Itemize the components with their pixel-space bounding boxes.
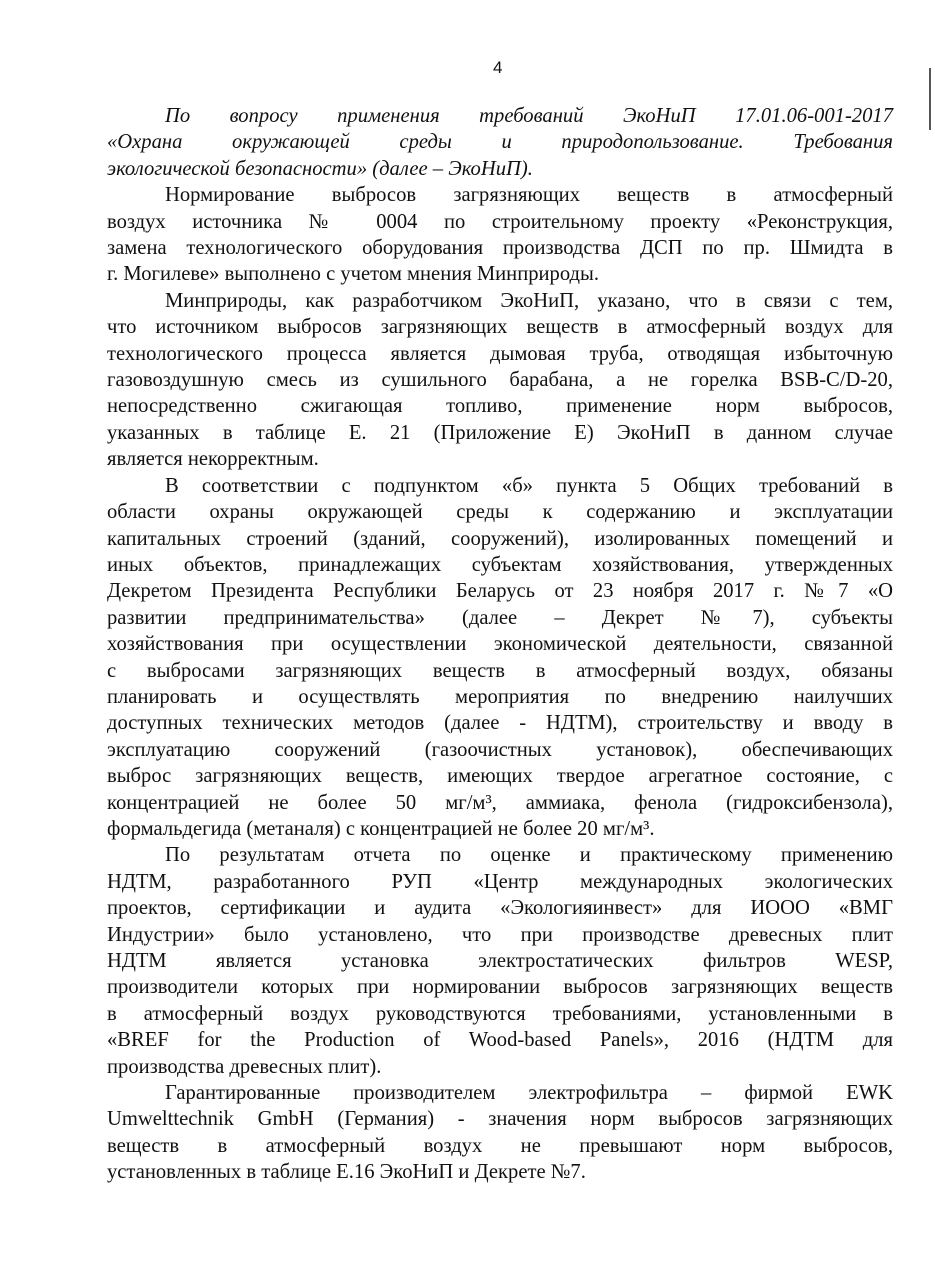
text-line: В соответствии с подпунктом «б» пункта 5 Общих требований в [165, 474, 893, 497]
page-number: 4 [493, 58, 503, 77]
text-line: непосредственно сжигающая топливо, применение норм выбросов, [107, 395, 893, 418]
text-line: развитии предпринимательства» (далее – Декрет №7), субъекты [107, 606, 893, 629]
text-line: Нормирование выбросов загрязняющих веществ в атмосферный [165, 184, 893, 207]
text-line: с выбросами загрязняющих веществ в атмосферный воздух, обязаны [107, 659, 893, 682]
text-line: экологической безопасности» (далее – ЭкоНиП). [107, 157, 533, 180]
text-line: Декретом Президента Республики Беларусь от 23 ноября 2017 г. №7 «О [107, 580, 893, 603]
text-line: Umwelttechnik GmbH (Германия) - значения норм выбросов загрязняющих [107, 1108, 893, 1131]
text-line: формальдегида (метаналя) с концентрацией не более 20 мг/м³. [107, 817, 655, 840]
text-line: что источником выбросов загрязняющих веществ в атмосферный воздух для [107, 316, 893, 339]
paragraph [107, 288, 893, 473]
text-line: газовоздушную смесь из сушильного барабана, а не горелка BSB-C/D-20, [107, 369, 893, 392]
text-line: Гарантированные производителем электрофильтра – фирмой EWK [165, 1082, 893, 1105]
text-line: установленных в таблице Е.16 ЭкоНиП и Декрете №7. [107, 1161, 586, 1184]
text-line: указанных в таблице Е. 21 (Приложение Е) ЭкоНиП в данном случае [107, 421, 893, 444]
text-line: Минприроды, как разработчиком ЭкоНиП, указано, что в связи с тем, [165, 289, 893, 312]
text-line: является некорректным. [107, 448, 319, 471]
text-line: планировать и осуществлять мероприятия по внедрению наилучших [107, 685, 893, 708]
text-line: НДТМ, разработанного РУП «Центр международных экологических [107, 870, 893, 893]
text-line: «Охрана окружающей среды и природопользование. Требования [107, 131, 893, 154]
text-line: производства древесных плит). [107, 1055, 382, 1078]
text-line: замена технологического оборудования производства ДСП по пр. Шмидта в [107, 237, 893, 260]
text-line: производители которых при нормировании выбросов загрязняющих веществ [107, 976, 893, 999]
text-line: концентрацией не более 50 мг/м³, аммиака, фенола (гидроксибензола), [107, 791, 893, 814]
text-line: Индустрии» было установлено, что при производстве древесных плит [107, 923, 893, 946]
text-line: доступных технических методов (далее - НДТМ), строительству и вводу в [107, 712, 893, 735]
text-line: в атмосферный воздух руководствуются требованиями, установленными в [107, 1002, 893, 1025]
text-line: эксплуатацию сооружений (газоочистных установок), обеспечивающих [107, 738, 893, 761]
text-line: По результатам отчета по оценке и практическому применению [165, 844, 893, 867]
text-line: НДТМ является установка электростатических фильтров WESP, [107, 950, 893, 972]
text-line: воздух источника № 0004 по строительному проекту «Реконструкция, [107, 210, 893, 233]
text-line: веществ в атмосферный воздух не превышают норм выбросов, [107, 1134, 893, 1157]
text-line: области охраны окружающей среды к содержанию и эксплуатации [107, 501, 893, 524]
text-line: По вопросу применения требований ЭкоНиП 17.01.06-001-2017 [165, 105, 893, 127]
text-line: капитальных строений (зданий, сооружений), изолированных помещений и [107, 527, 893, 550]
document-body [107, 103, 893, 1186]
paragraph [107, 103, 893, 182]
paragraph [107, 1080, 893, 1186]
text-line: технологического процесса является дымовая труба, отводящая избыточную [107, 342, 893, 365]
text-line: хозяйствования при осуществлении экономической деятельности, связанной [107, 633, 893, 656]
scan-edge-line [929, 68, 931, 130]
paragraph [107, 842, 893, 1080]
text-line: проектов, сертификации и аудита «Экологияинвест» для ИООО «ВМГ [107, 897, 893, 920]
paragraph [107, 473, 893, 843]
paragraph [107, 182, 893, 288]
text-line: иных объектов, принадлежащих субъектам хозяйствования, утвержденных [107, 553, 893, 576]
text-line: г. Могилеве» выполнено с учетом мнения Минприроды. [107, 263, 600, 286]
text-line: «BREF for the Production of Wood-based Panels», 2016 (НДТМ для [107, 1029, 893, 1052]
text-line: выброс загрязняющих веществ, имеющих твердое агрегатное состояние, с [107, 765, 893, 788]
